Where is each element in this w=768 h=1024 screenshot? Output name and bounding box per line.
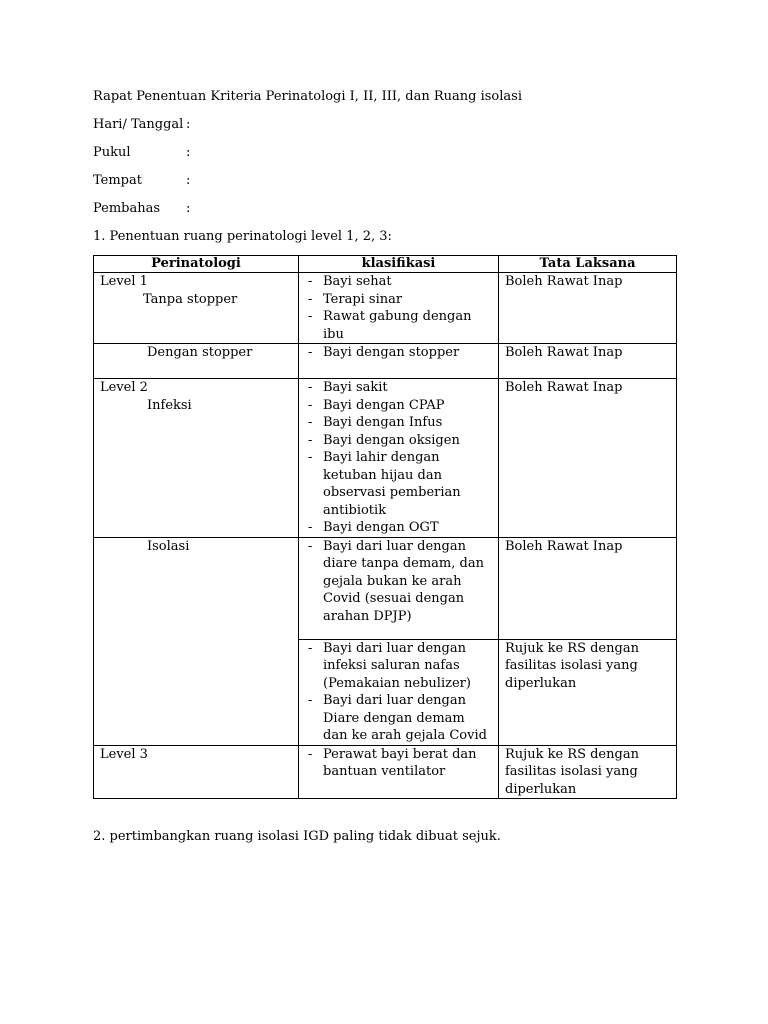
- meta-label: Pukul: [93, 145, 131, 160]
- section-1-heading: 1. Penentuan ruang perinatologi level 1, 2, 3:: [93, 229, 392, 244]
- klasifikasi-cell: [299, 537, 499, 639]
- list-item: - Bayi dengan CPAP: [305, 397, 492, 415]
- sub-category: Infeksi: [147, 397, 192, 413]
- document-title: Rapat Penentuan Kriteria Perinatologi I, II, III, dan Ruang isolasi: [93, 89, 522, 104]
- table-row: [94, 379, 677, 538]
- column-header: Perinatologi: [94, 256, 299, 273]
- sub-category: Dengan stopper: [147, 345, 253, 360]
- list-item: - Terapi sinar: [305, 291, 492, 309]
- meta-colon: :: [186, 173, 191, 188]
- meta-row-date: [93, 117, 183, 133]
- list-item: - Bayi dengan stopper: [305, 344, 492, 362]
- level-label: Level 3: [100, 746, 148, 762]
- list-item: - Bayi lahir dengan ketuban hijau dan observasi pemberian antibiotik: [305, 449, 492, 519]
- criteria-table: [93, 255, 677, 799]
- tata-laksana-cell: Boleh Rawat Inap: [499, 537, 677, 639]
- perinatologi-cell: [94, 745, 299, 799]
- section-2-note: 2. pertimbangkan ruang isolasi IGD paling tidak dibuat sejuk.: [93, 829, 501, 844]
- level-label: Level 1: [100, 274, 148, 289]
- list-item: - Bayi dari luar dengan diare tanpa demam, dan gejala bukan ke arah Covid (sesuai dengan arahan DPJP): [305, 538, 492, 626]
- meta-label: Tempat: [93, 173, 142, 188]
- list-item: - Rawat gabung dengan ibu: [305, 308, 492, 343]
- list-item: - Bayi sakit: [305, 379, 492, 397]
- perinatologi-cell: [94, 273, 299, 344]
- list-item: - Perawat bayi berat dan bantuan ventilator: [305, 746, 492, 781]
- meta-row-discussant: [93, 201, 160, 217]
- perinatologi-cell: [94, 344, 299, 379]
- list-item: - Bayi dengan oksigen: [305, 432, 492, 450]
- tata-laksana-cell: Rujuk ke RS dengan fasilitas isolasi yang diperlukan: [499, 639, 677, 745]
- meta-colon: :: [186, 145, 191, 160]
- klasifikasi-cell: [299, 745, 499, 799]
- perinatologi-cell: [94, 379, 299, 538]
- tata-laksana-cell: Boleh Rawat Inap: [499, 379, 677, 538]
- table-row: [94, 745, 677, 799]
- sub-category: Isolasi: [147, 538, 190, 554]
- table-row: [94, 537, 677, 639]
- list-item: - Bayi sehat: [305, 273, 492, 291]
- level-label: Level 2: [100, 380, 148, 395]
- list-item: - Bayi dari luar dengan infeksi saluran nafas (Pemakaian nebulizer): [305, 640, 492, 693]
- meta-row-time: [93, 145, 131, 161]
- meta-colon: :: [186, 201, 191, 216]
- meta-colon: :: [186, 117, 191, 132]
- tata-laksana-cell: Rujuk ke RS dengan fasilitas isolasi yang diperlukan: [499, 745, 677, 799]
- tata-laksana-cell: Boleh Rawat Inap: [499, 344, 677, 379]
- klasifikasi-cell: [299, 273, 499, 344]
- column-header: Tata Laksana: [499, 256, 677, 273]
- klasifikasi-cell: [299, 379, 499, 538]
- list-item: - Bayi dengan OGT: [305, 519, 492, 537]
- column-header: klasifikasi: [299, 256, 499, 273]
- perinatologi-cell: [94, 537, 299, 745]
- meta-label: Pembahas: [93, 201, 161, 216]
- table-row: [94, 344, 677, 379]
- klasifikasi-cell: [299, 639, 499, 745]
- list-item: - Bayi dari luar dengan Diare dengan demam dan ke arah gejala Covid: [305, 692, 492, 745]
- sub-category: Tanpa stopper: [143, 291, 238, 307]
- tata-laksana-cell: Boleh Rawat Inap: [499, 273, 677, 344]
- meta-label: Hari/ Tanggal: [93, 117, 184, 132]
- meta-row-place: [93, 173, 142, 189]
- list-item: - Bayi dengan Infus: [305, 414, 492, 432]
- table-header-row: [94, 256, 677, 273]
- klasifikasi-cell: [299, 344, 499, 379]
- table-row: [94, 273, 677, 344]
